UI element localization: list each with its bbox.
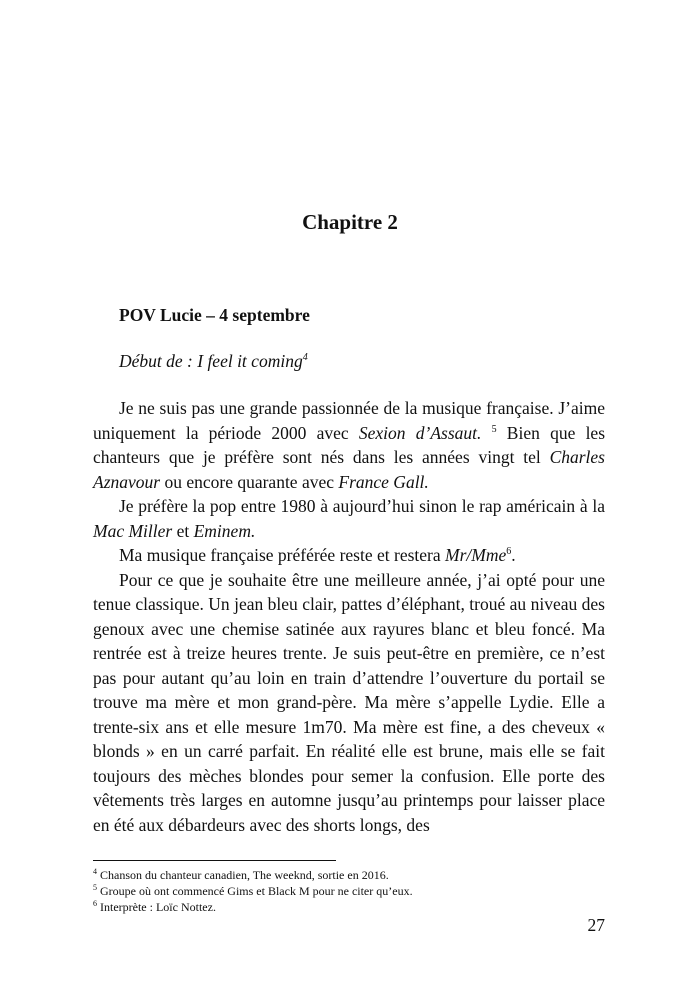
page-number: 27 [587,915,605,935]
footnote-text: Interprète : Loïc Nottez. [100,900,216,914]
footnote-number: 6 [93,899,97,908]
body-text [93,396,605,837]
footnote [93,899,605,915]
section-heading: POV Lucie – 4 septembre [119,305,310,325]
footnote [93,883,605,899]
text-run: ou encore quarante avec [160,471,339,492]
footnote-divider [93,860,336,861]
footnote-text: Chanson du chanteur canadien, The weeknd, sortie en 2016. [100,868,389,882]
text-run [481,423,491,443]
paragraph [93,494,605,543]
artist-name: Mac Miller [93,520,173,541]
footnote [93,867,605,883]
footnotes [93,867,605,915]
footnote-number: 4 [93,867,97,876]
text-run: et [172,520,194,541]
song-name: Mr/Mme [445,545,507,565]
band-name: Sexion d’Assaut. [358,422,482,443]
artist-name: France Gall. [338,471,429,492]
footnote-ref: 6 [506,546,512,558]
song-title-text: Début de : I feel it coming [119,351,303,371]
text-run: Bien que les chanteurs que je préfère sont nés dans les années vingt tel [93,422,606,467]
footnote-ref: 4 [302,352,308,364]
artist-name: Charles Aznavour [93,447,605,492]
artist-name: Eminem. [193,520,256,541]
text-run: Je préfère la pop entre 1980 à aujourd’hui sinon le rap américain à la [119,496,605,516]
footnote-ref: 5 [491,423,497,435]
paragraph [93,543,605,568]
song-title-line [119,351,308,372]
text-run: . [511,545,516,565]
paragraph [93,396,605,494]
chapter-title: Chapitre 2 [302,210,398,234]
text-run: Je ne suis pas une grande passionnée de la musique française. J’aime uniquement la période 2000 avec [93,398,605,443]
text-run: Ma musique française préférée reste et restera [119,545,445,565]
footnote-number: 5 [93,883,97,892]
paragraph: Pour ce que je souhaite être une meilleure année, j’ai opté pour une tenue classique. Un jean bleu clair, pattes d’éléphant, troué au niveau des genoux avec une chemise satinée aux rayures blanc et bleu foncé. Ma rentrée est à treize heures trente. Je suis peut-être en première, ce n’est pas pour autant qu’au loin en train d’attendre l’ouverture du portail se trouve ma mère et mon grand-père. Ma mère s’appelle Lydie. Elle a trente-six ans et elle mesure 1m70. Ma mère est fine, a des cheveux « blonds » en un carré parfait. En réalité elle est brune, mais elle se fait toujours des mèches blondes pour semer la confusion. Elle porte des vêtements très larges en automne jusqu’au printemps pour laisser place en été aux débardeurs avec des shorts longs, des [93,569,605,835]
footnote-text: Groupe où ont commencé Gims et Black M pour ne citer qu’eux. [100,884,413,898]
